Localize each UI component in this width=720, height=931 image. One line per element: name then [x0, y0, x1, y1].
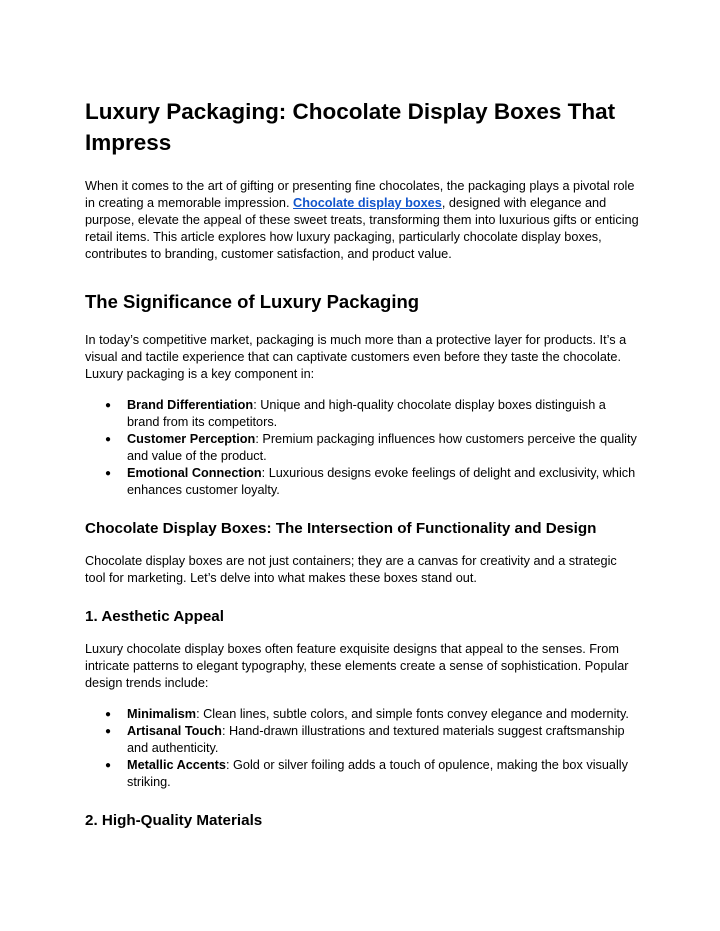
intro-text-before-link: When it comes to the art of gifting or presenting fine chocolates, the packaging plays a pivotal role in creating a memorable impression. [85, 179, 635, 210]
functionality-design-paragraph: Chocolate display boxes are not just containers; they are a canvas for creativity and a strategic tool for marketing. Let’s delve into what makes these boxes stand out. [85, 554, 617, 585]
list-item-term: Customer Perception [127, 432, 256, 446]
section-heading-high-quality-materials: 2. High-Quality Materials [85, 812, 263, 829]
significance-paragraph: In today’s competitive market, packaging is much more than a protective layer for products. It’s a visual and tactile experience that can captivate customers even before they taste the chocolate. Luxury packaging is a key component in: [85, 333, 627, 381]
list-item [85, 706, 640, 723]
list-item-term: Brand Differentiation [127, 398, 254, 412]
list-item-text: : Clean lines, subtle colors, and simple fonts convey elegance and modernity. [196, 707, 629, 721]
list-item-term: Minimalism [127, 707, 197, 721]
intro-paragraph [85, 178, 640, 263]
list-item-term: Metallic Accents [127, 758, 226, 772]
list-item [85, 397, 640, 431]
list-item-text: : Unique and high-quality chocolate display boxes distinguish a brand from its competitors. [127, 398, 606, 429]
list-item-term: Artisanal Touch [127, 724, 222, 738]
list-item [85, 431, 640, 465]
bullet-icon: ● [105, 468, 112, 479]
list-item [85, 757, 640, 791]
bullet-icon: ● [105, 400, 112, 411]
list-item-text: : Premium packaging influences how customers perceive the quality and value of the product. [127, 432, 637, 463]
list-item-term: Emotional Connection [127, 466, 262, 480]
bullet-icon: ● [105, 709, 112, 720]
list-item [85, 465, 640, 499]
page-title: Luxury Packaging: Chocolate Display Boxes That Impress [85, 99, 616, 155]
section-heading-aesthetic-appeal: 1. Aesthetic Appeal [85, 608, 224, 625]
bullet-icon: ● [105, 726, 112, 737]
list-item-text: : Hand-drawn illustrations and textured materials suggest craftsmanship and authenticity. [127, 724, 625, 755]
chocolate-display-boxes-link[interactable]: Chocolate display boxes [293, 196, 442, 210]
section-heading-significance: The Significance of Luxury Packaging [85, 291, 420, 312]
list-item-text: : Luxurious designs evoke feelings of delight and exclusivity, which enhances customer loyalty. [127, 466, 636, 497]
bullet-icon: ● [105, 760, 112, 771]
aesthetic-bullet-list [85, 706, 640, 791]
intro-text-after-link: , designed with elegance and purpose, elevate the appeal of these sweet treats, transforming them into luxurious gifts or enticing retail items. This article explores how luxury packaging, particularly chocolate display boxes, contributes to branding, customer satisfaction, and product value. [85, 196, 639, 261]
significance-bullet-list [85, 397, 640, 499]
aesthetic-appeal-paragraph: Luxury chocolate display boxes often feature exquisite designs that appeal to the senses. From intricate patterns to elegant typography, these elements create a sense of sophistication. Popular design trends include: [85, 642, 629, 690]
list-item-text: : Gold or silver foiling adds a touch of opulence, making the box visually striking. [127, 758, 628, 789]
section-heading-functionality-design: Chocolate Display Boxes: The Intersection of Functionality and Design [85, 520, 597, 537]
list-item [85, 723, 640, 757]
bullet-icon: ● [105, 434, 112, 445]
